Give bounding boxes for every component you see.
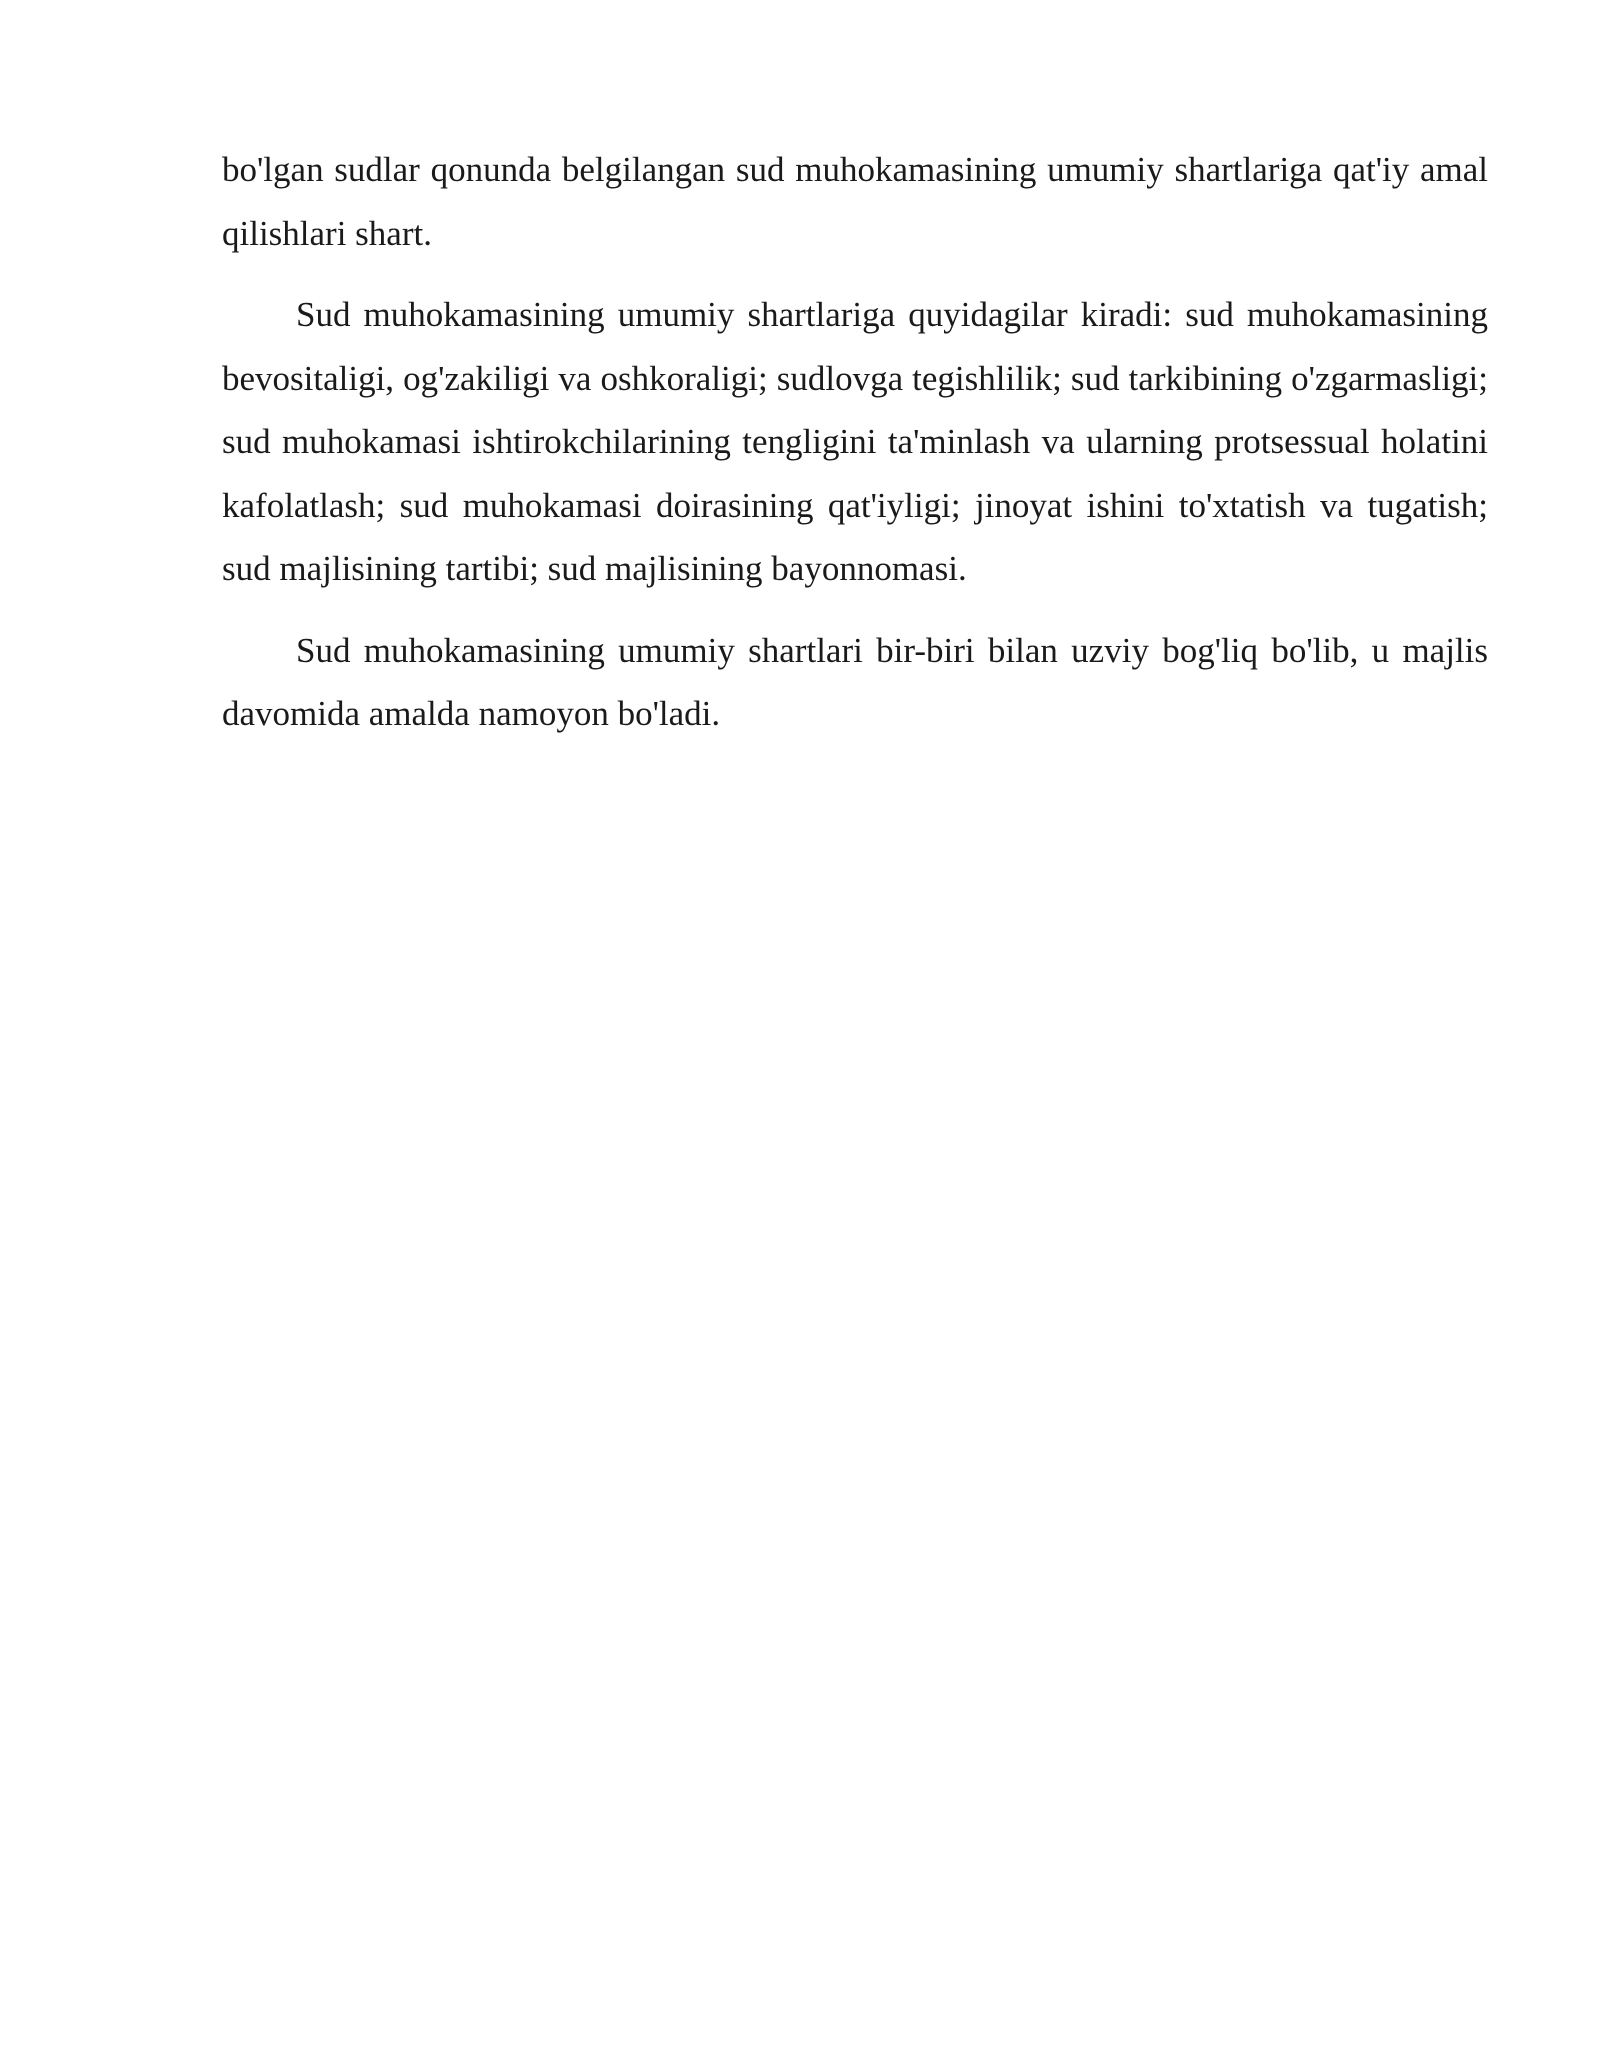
- paragraph-general-conditions: Sud muhokamasining umumiy shartlariga quyidagilar kiradi: sud muhokamasining bevositaligi, og'zakiligi va oshkoraligi; sudlovga tegishlilik; sud tarkibining o'zgarmasligi; sud muhokamasi ishtirokchilarining tengligini ta'minlash va ularning protsessual holatini kafolatlash; sud muhokamasi doirasining qat'iyligi; jinoyat ishini to'xtatish va tugatish; sud majlisining tartibi; sud majlisining bayonnomasi.: [222, 295, 1488, 588]
- page-body: [222, 138, 1488, 764]
- paragraph-interrelation: Sud muhokamasining umumiy shartlari bir-biri bilan uzviy bog'liq bo'lib, u majlis davomida amalda namoyon bo'ladi.: [222, 630, 1488, 733]
- paragraph-continued: bo'lgan sudlar qonunda belgilangan sud muhokamasining umumiy shartlariga qat'iy amal qilishlari shart.: [222, 150, 1488, 253]
